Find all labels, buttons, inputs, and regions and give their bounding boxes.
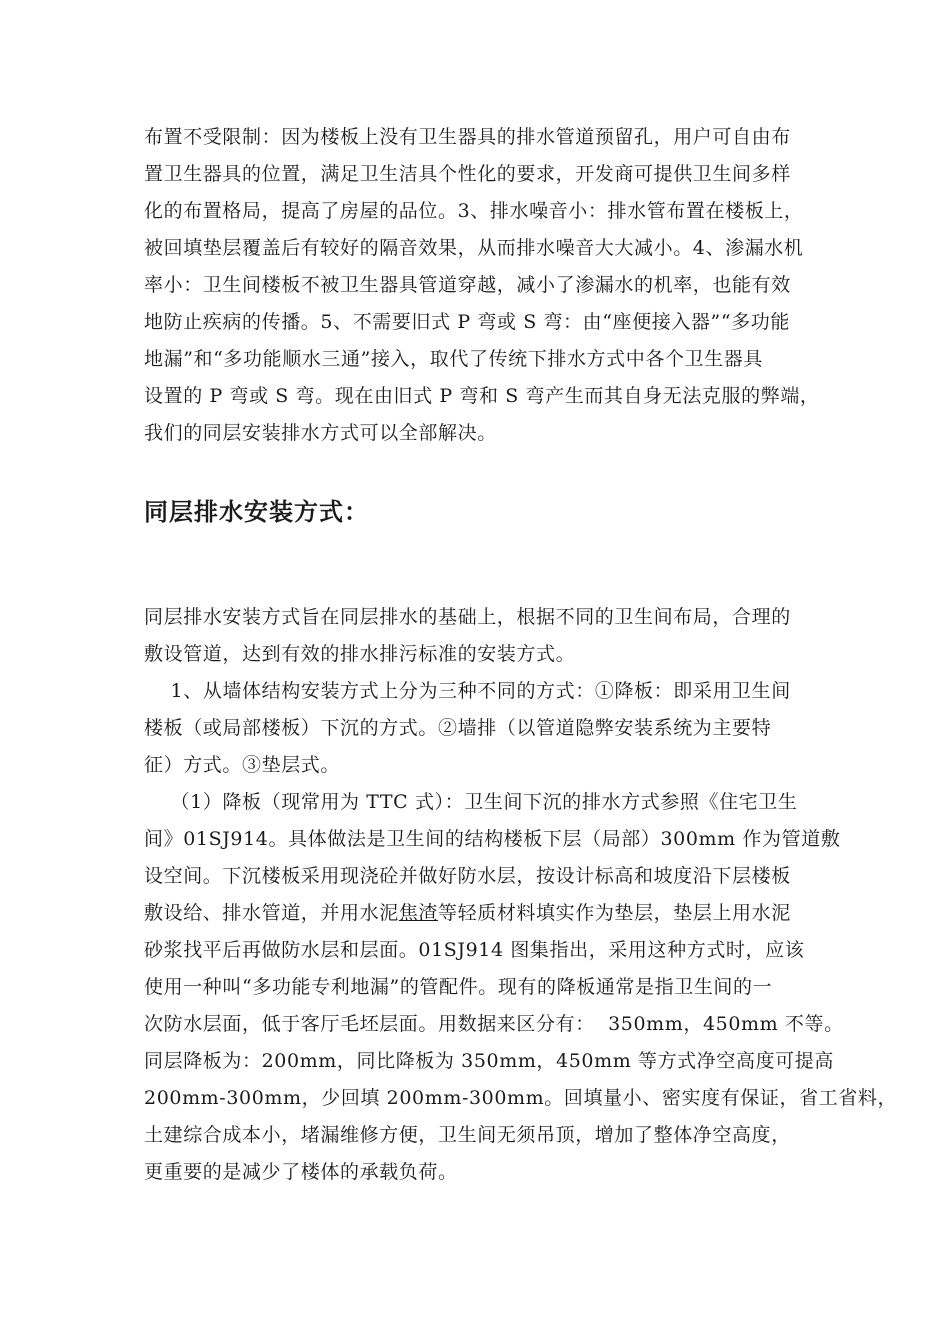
paragraph4-line-2: 间》01SJ914。具体做法是卫生间的结构楼板下层（局部）300mm 作为管道敷 bbox=[144, 828, 841, 850]
paragraph3-line-1: 1、从墙体结构安装方式上分为三种不同的方式：①降板：即采用卫生间 bbox=[144, 680, 791, 702]
paragraph4-line-8: 同层降板为：200mm，同比降板为 350mm，450mm 等方式净空高度可提高 bbox=[144, 1050, 834, 1072]
paragraph1-line-9: 我们的同层安装排水方式可以全部解决。 bbox=[144, 422, 497, 444]
paragraph2-line-1: 同层排水安装方式旨在同层排水的基础上，根据不同的卫生间布局，合理的 bbox=[144, 606, 791, 628]
paragraph1-line-3: 化的布置格局，提高了房屋的品位。3、排水噪音小：排水管布置在楼板上， bbox=[144, 200, 804, 222]
paragraph4-line-4 bbox=[144, 900, 791, 926]
paragraph4-line-10: 土建综合成本小，堵漏维修方便，卫生间无须吊顶，增加了整体净空高度， bbox=[144, 1124, 791, 1146]
paragraph1-line-8: 设置的 P 弯或 S 弯。现在由旧式 P 弯和 S 弯产生而其自身无法克服的弊端， bbox=[144, 385, 820, 407]
paragraph4-line-11: 更重要的是减少了楼体的承载负荷。 bbox=[144, 1161, 458, 1183]
cinder-link[interactable]: 焦渣 bbox=[398, 902, 439, 924]
paragraph4-line-4-after: 等轻质材料填实作为垫层，垫层上用水泥 bbox=[438, 902, 791, 924]
paragraph1-line-4: 被回填垫层覆盖后有较好的隔音效果，从而排水噪音大大减小。4、渗漏水机 bbox=[144, 237, 804, 259]
section-heading: 同层排水安装方式： bbox=[144, 498, 369, 526]
paragraph1-line-1: 布置不受限制：因为楼板上没有卫生器具的排水管道预留孔，用户可自由布 bbox=[144, 126, 791, 148]
paragraph4-line-7: 次防水层面，低于客厅毛坯层面。用数据来区分有： 350mm，450mm 不等。 bbox=[144, 1013, 844, 1035]
paragraph4-line-9: 200mm-300mm，少回填 200mm-300mm。回填量小、密实度有保证，省工省料， bbox=[144, 1087, 898, 1109]
paragraph4-line-4-before: 敷设给、排水管道，并用水泥 bbox=[144, 902, 399, 924]
paragraph4-line-3: 设空间。下沉楼板采用现浇砼并做好防水层，按设计标高和坡度沿下层楼板 bbox=[144, 865, 791, 887]
paragraph4-line-1: （1）降板（现常用为 TTC 式）：卫生间下沉的排水方式参照《住宅卫生 bbox=[144, 791, 798, 813]
paragraph3-line-2: 楼板（或局部楼板）下沉的方式。②墙排（以管道隐弊安装系统为主要特 bbox=[144, 717, 772, 739]
paragraph4-line-6: 使用一种叫“多功能专利地漏”的管配件。现有的降板通常是指卫生间的一 bbox=[144, 976, 773, 998]
paragraph1-line-5: 率小：卫生间楼板不被卫生器具管道穿越，减小了渗漏水的机率，也能有效 bbox=[144, 274, 791, 296]
paragraph1-line-2: 置卫生器具的位置，满足卫生洁具个性化的要求，开发商可提供卫生间多样 bbox=[144, 163, 791, 185]
paragraph1-line-7: 地漏”和“多功能顺水三通”接入，取代了传统下排水方式中各个卫生器具 bbox=[144, 348, 763, 370]
paragraph3-line-3: 征）方式。③垫层式。 bbox=[144, 754, 341, 776]
paragraph1-line-6: 地防止疾病的传播。5、不需要旧式 P 弯或 S 弯：由“座便接入器”“多功能 bbox=[144, 311, 790, 333]
paragraph2-line-2: 敷设管道，达到有效的排水排污标准的安装方式。 bbox=[144, 643, 576, 665]
paragraph4-line-5: 砂浆找平后再做防水层和层面。01SJ914 图集指出，采用这种方式时，应该 bbox=[144, 939, 805, 961]
